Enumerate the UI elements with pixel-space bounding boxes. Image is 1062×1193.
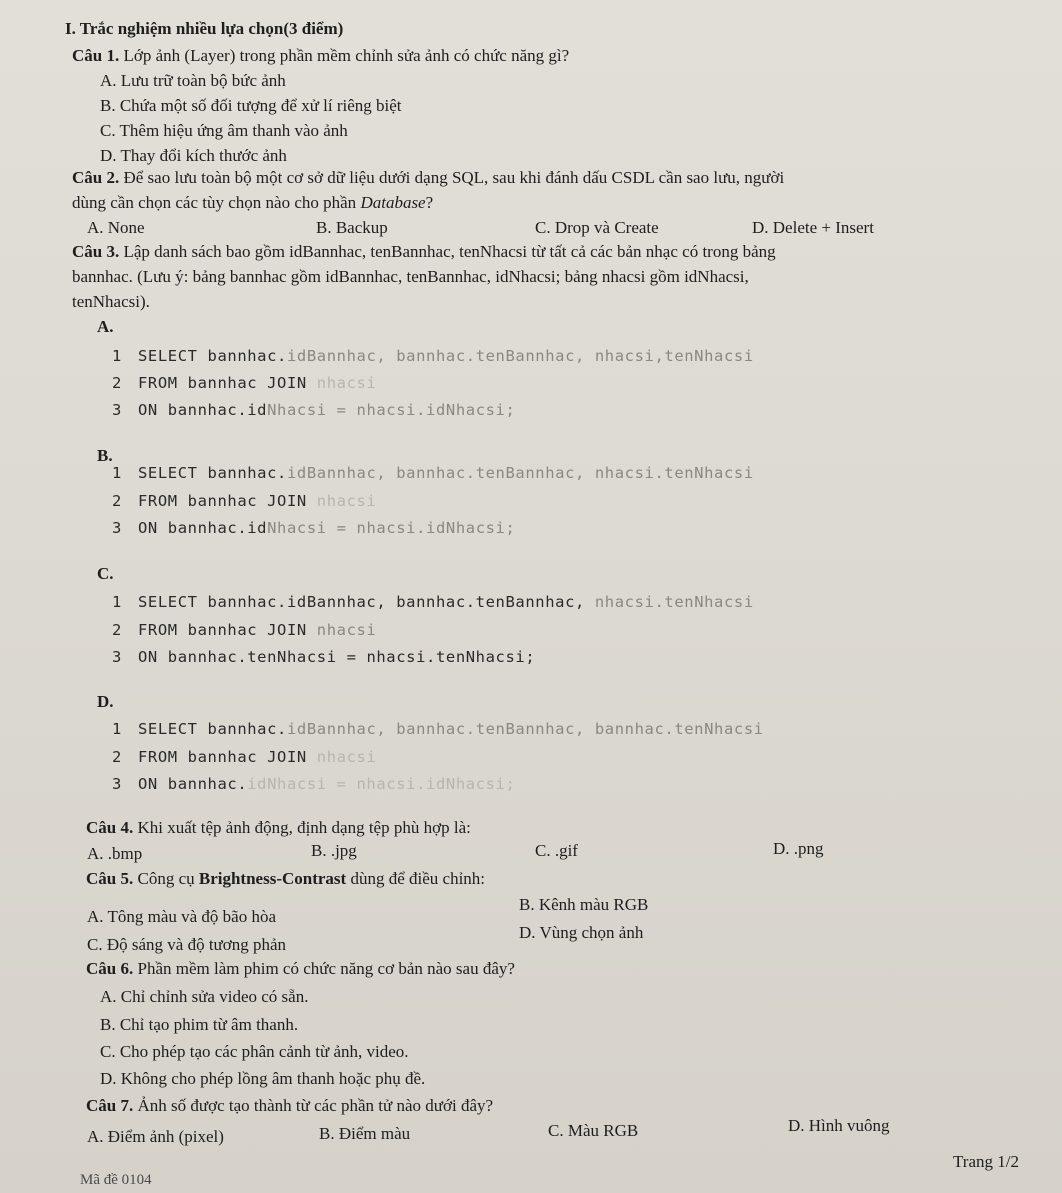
question-text: dùng cần chọn các tùy chọn nào cho phần xyxy=(72,193,361,212)
line-number: 2 xyxy=(112,492,122,510)
q4-option-c: C. .gif xyxy=(535,841,578,860)
q5-option-b: B. Kênh màu RGB xyxy=(519,895,649,914)
q6-option-c: C. Cho phép tạo các phân cảnh từ ảnh, video. xyxy=(100,1042,409,1061)
question-label: Câu 1. xyxy=(72,46,120,65)
question-text: ? xyxy=(425,193,434,212)
q3-d-code-line-1 xyxy=(112,720,764,738)
question-4 xyxy=(86,817,471,839)
line-number: 3 xyxy=(112,401,122,419)
line-number: 1 xyxy=(112,720,122,738)
q2-option-c: C. Drop và Create xyxy=(535,218,659,237)
q2-option-b: B. Backup xyxy=(316,218,388,237)
q3-option-c-letter: C. xyxy=(97,564,114,583)
code-text-faded: nhacsi xyxy=(316,374,377,392)
code-text: SELECT bannhac. xyxy=(138,464,287,482)
line-number: 1 xyxy=(112,464,122,482)
section-title: I. Trắc nghiệm nhiều lựa chọn(3 điểm) xyxy=(65,19,344,38)
question-text: Phần mềm làm phim có chức năng cơ bản nào sau đây? xyxy=(137,959,515,978)
q3-b-code-line-3 xyxy=(112,519,515,537)
line-number: 3 xyxy=(112,648,122,666)
q7-option-b: B. Điểm màu xyxy=(319,1124,411,1143)
q7-option-c: C. Màu RGB xyxy=(548,1121,639,1140)
code-text: FROM bannhac JOIN xyxy=(138,492,317,510)
q3-option-a-letter: A. xyxy=(97,317,114,336)
line-number: 3 xyxy=(112,519,122,537)
code-text: FROM bannhac JOIN xyxy=(138,374,317,392)
q3-b-code-line-2 xyxy=(112,492,376,510)
question-3-line3: tenNhacsi). xyxy=(72,292,150,311)
code-text-faded: Nhacsi = nhacsi.idNhacsi; xyxy=(267,401,516,419)
q3-c-code-line-1 xyxy=(112,593,754,611)
code-text: SELECT bannhac. xyxy=(138,347,287,365)
q3-a-code-line-2 xyxy=(112,374,376,392)
question-text-emphasis: Database xyxy=(360,193,426,212)
q3-c-code-line-2 xyxy=(112,621,376,639)
line-number: 2 xyxy=(112,748,122,766)
code-text-faded: Nhacsi = nhacsi.idNhacsi; xyxy=(267,519,516,537)
question-1 xyxy=(72,45,569,67)
q4-option-d: D. .png xyxy=(773,839,824,858)
q3-c-code-line-3 xyxy=(112,648,535,666)
question-7 xyxy=(86,1095,493,1117)
code-text-faded: nhacsi xyxy=(316,492,377,510)
code-text-faded: idBannhac, bannhac.tenBannhac, bannhac.tenNhacsi xyxy=(286,720,764,738)
question-text: dùng để điều chỉnh: xyxy=(346,869,486,888)
line-number: 2 xyxy=(112,621,122,639)
question-3 xyxy=(72,241,776,263)
q4-option-b: B. .jpg xyxy=(311,841,357,860)
q6-option-d: D. Không cho phép lồng âm thanh hoặc phụ đề. xyxy=(100,1069,426,1088)
question-text: Lập danh sách bao gồm idBannhac, tenBannhac, tenNhacsi từ tất cả các bản nhạc có trong bảng xyxy=(123,242,776,261)
q3-option-b-letter: B. xyxy=(97,446,113,465)
q4-option-a: A. .bmp xyxy=(87,844,143,863)
question-text: Ảnh số được tạo thành từ các phần tử nào dưới đây? xyxy=(137,1096,494,1115)
q2-option-d: D. Delete + Insert xyxy=(752,218,874,237)
question-text-bold: Brightness-Contrast xyxy=(198,869,347,888)
page-number: Trang 1/2 xyxy=(953,1152,1019,1171)
q3-a-code-line-3 xyxy=(112,401,515,419)
line-number: 1 xyxy=(112,347,122,365)
line-number: 1 xyxy=(112,593,122,611)
q7-option-a: A. Điểm ảnh (pixel) xyxy=(87,1127,224,1146)
question-3-line2: bannhac. (Lưu ý: bảng bannhac gồm idBannhac, tenBannhac, idNhacsi; bảng nhacsi gồm idNhacsi, xyxy=(72,267,749,286)
q3-b-code-line-1 xyxy=(112,464,754,482)
code-text: ON bannhac.id xyxy=(138,519,268,537)
q3-option-d-letter: D. xyxy=(97,692,114,711)
code-text: SELECT bannhac. xyxy=(138,720,287,738)
question-label: Câu 5. xyxy=(86,869,134,888)
line-number: 2 xyxy=(112,374,122,392)
question-label: Câu 4. xyxy=(86,818,134,837)
question-text: Để sao lưu toàn bộ một cơ sở dữ liệu dưới dạng SQL, sau khi đánh dấu CSDL cần sao lưu, người xyxy=(123,168,785,187)
code-text-faded: nhacsi.tenNhacsi xyxy=(594,593,754,611)
q5-option-c: C. Độ sáng và độ tương phản xyxy=(87,935,287,954)
question-5 xyxy=(86,868,485,890)
code-text: nhacsi.tenNhacsi; xyxy=(366,648,536,666)
q6-option-a: A. Chỉ chỉnh sửa video có sẵn. xyxy=(100,987,309,1006)
question-label: Câu 3. xyxy=(72,242,120,261)
exam-code: Mã đề 0104 xyxy=(80,1172,152,1188)
question-text: Công cụ xyxy=(137,869,199,888)
code-text-faded: idBannhac, bannhac.tenBannhac, nhacsi,tenNhacsi xyxy=(286,347,754,365)
question-text: Khi xuất tệp ảnh động, định dạng tệp phù hợp là: xyxy=(137,818,471,837)
q1-option-a: A. Lưu trữ toàn bộ bức ảnh xyxy=(100,71,286,90)
q7-option-d: D. Hình vuông xyxy=(788,1116,890,1135)
code-text-faded: nhacsi xyxy=(316,748,377,766)
code-text: ON bannhac.tenNhacsi = xyxy=(138,648,367,666)
line-number: 3 xyxy=(112,775,122,793)
code-text: ON bannhac. xyxy=(138,775,248,793)
q3-d-code-line-2 xyxy=(112,748,376,766)
question-label: Câu 6. xyxy=(86,959,134,978)
q5-option-d: D. Vùng chọn ảnh xyxy=(519,923,644,942)
q3-d-code-line-3 xyxy=(112,775,515,793)
code-text: FROM bannhac JOIN xyxy=(138,621,317,639)
code-text: ON bannhac.id xyxy=(138,401,268,419)
question-2 xyxy=(72,167,784,189)
code-text-faded: idNhacsi = nhacsi.idNhacsi; xyxy=(247,775,516,793)
q6-option-b: B. Chỉ tạo phim từ âm thanh. xyxy=(100,1015,299,1034)
q5-option-a: A. Tông màu và độ bão hòa xyxy=(87,907,277,926)
q1-option-c: C. Thêm hiệu ứng âm thanh vào ảnh xyxy=(100,121,348,140)
code-text: FROM bannhac JOIN xyxy=(138,748,317,766)
question-6 xyxy=(86,958,515,980)
q1-option-d: D. Thay đổi kích thước ảnh xyxy=(100,146,287,165)
question-label: Câu 7. xyxy=(86,1096,134,1115)
code-text: SELECT bannhac.idBannhac, bannhac.tenBannhac, xyxy=(138,593,595,611)
code-text-faded: idBannhac, bannhac.tenBannhac, nhacsi.tenNhacsi xyxy=(286,464,754,482)
question-2-line2 xyxy=(72,192,433,214)
q3-a-code-line-1 xyxy=(112,347,754,365)
question-text: Lớp ảnh (Layer) trong phần mềm chỉnh sửa ảnh có chức năng gì? xyxy=(123,46,570,65)
q2-option-a: A. None xyxy=(87,218,145,237)
code-text-faded: nhacsi xyxy=(316,621,377,639)
question-label: Câu 2. xyxy=(72,168,120,187)
q1-option-b: B. Chứa một số đối tượng để xử lí riêng biệt xyxy=(100,96,402,115)
